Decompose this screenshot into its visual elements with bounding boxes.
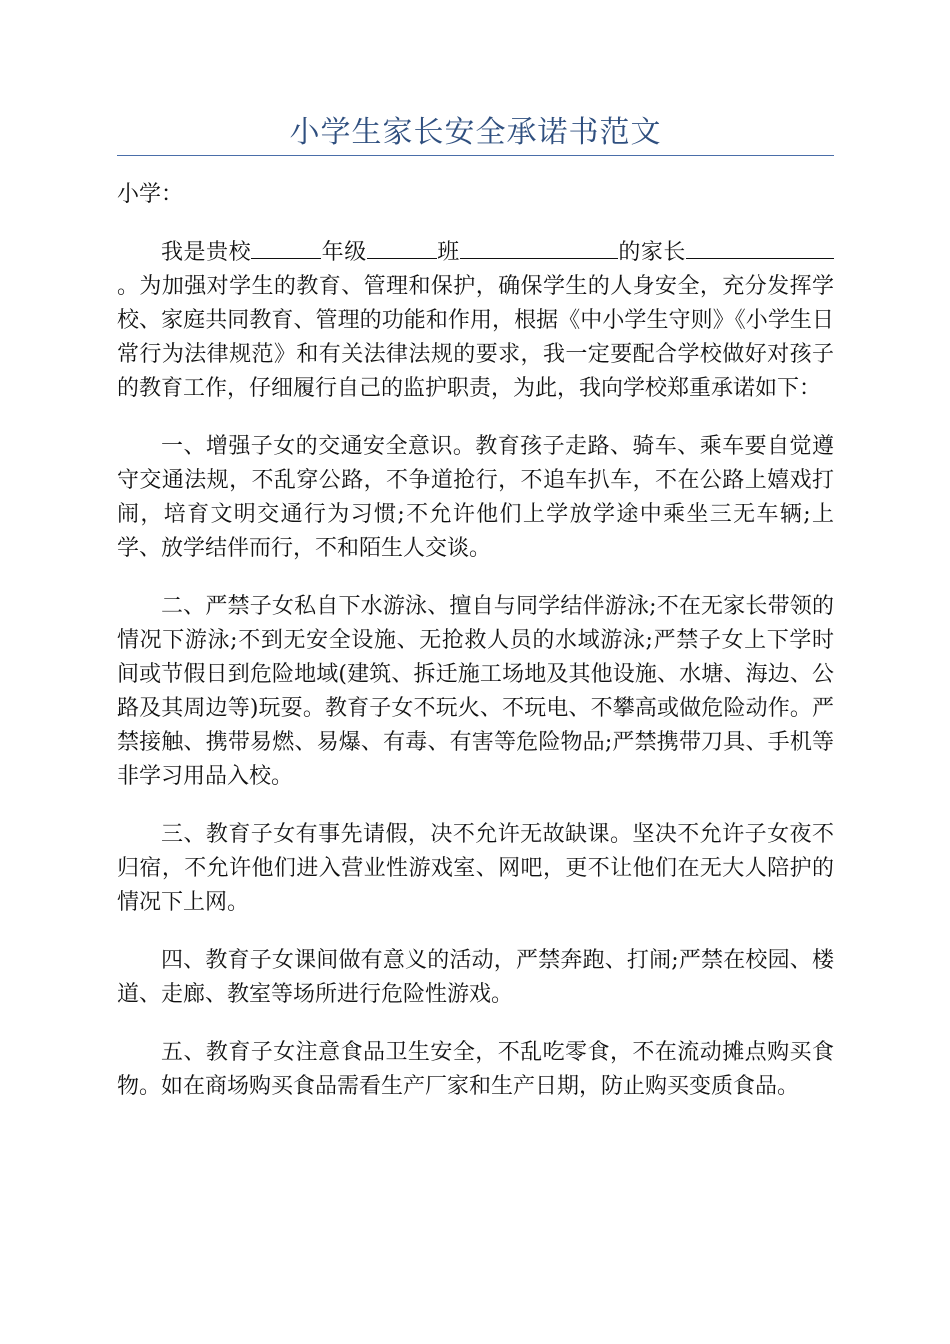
- intro-text-5: 。为加强对学生的教育、管理和保护，确保学生的人身安全，充分发挥学校、家庭共同教育、管理的功能和作用，根据《中小学生守则》《小学生日常行为法律规范》和有关法律法规的要求，我一定要配合学校做好对孩子的教育工作，仔细履行自己的监护职责，为此，我向学校郑重承诺如下：: [117, 274, 834, 401]
- clause-paragraph: 五、教育子女注意食品卫生安全，不乱吃零食，不在流动摊点购买食物。如在商场购买食品需看生产厂家和生产日期，防止购买变质食品。: [117, 1040, 834, 1099]
- salutation: 小学：: [117, 182, 184, 207]
- intro-text-2: 年级: [321, 240, 367, 265]
- intro-text-1: 我是贵校: [161, 240, 252, 265]
- clause-paragraph: 三、教育子女有事先请假，决不允许无故缺课。坚决不允许子女夜不归宿，不允许他们进入营业性游戏室、网吧，更不让他们在无大人陪护的情况下上网。: [117, 822, 834, 915]
- intro-text-4: 的家长: [617, 240, 686, 265]
- document-body: [117, 178, 834, 1128]
- class-blank[interactable]: [367, 236, 437, 259]
- intro-paragraph: [117, 236, 834, 406]
- parent-name-blank[interactable]: [686, 236, 834, 259]
- student-name-blank[interactable]: [460, 236, 618, 259]
- document-page: [117, 0, 834, 1344]
- clause-paragraph: 二、严禁子女私自下水游泳、擅自与同学结伴游泳;不在无家长带领的情况下游泳;不到无安全设施、无抢救人员的水域游泳;严禁子女上下学时间或节假日到危险地域(建筑、拆迁施工场地及其他设施、水塘、海边、公路及其周边等)玩耍。教育子女不玩火、不玩电、不攀高或做危险动作。严禁接触、携带易燃、易爆、有毒、有害等危险物品;严禁携带刀具、手机等非学习用品入校。: [117, 594, 834, 789]
- document-title: 小学生家长安全承诺书范文: [289, 115, 662, 150]
- clause-paragraph: 一、增强子女的交通安全意识。教育孩子走路、骑车、乘车要自觉遵守交通法规，不乱穿公路，不争道抢行，不追车扒车，不在公路上嬉戏打闹，培育文明交通行为习惯;不允许他们上学放学途中乘坐三无车辆;上学、放学结伴而行，不和陌生人交谈。: [117, 434, 834, 561]
- grade-blank[interactable]: [251, 236, 321, 259]
- title-underline: [117, 155, 834, 156]
- clause-paragraph: 四、教育子女课间做有意义的活动，严禁奔跑、打闹;严禁在校园、楼道、走廊、教室等场所进行危险性游戏。: [117, 948, 834, 1007]
- intro-text-3: 班: [436, 240, 460, 265]
